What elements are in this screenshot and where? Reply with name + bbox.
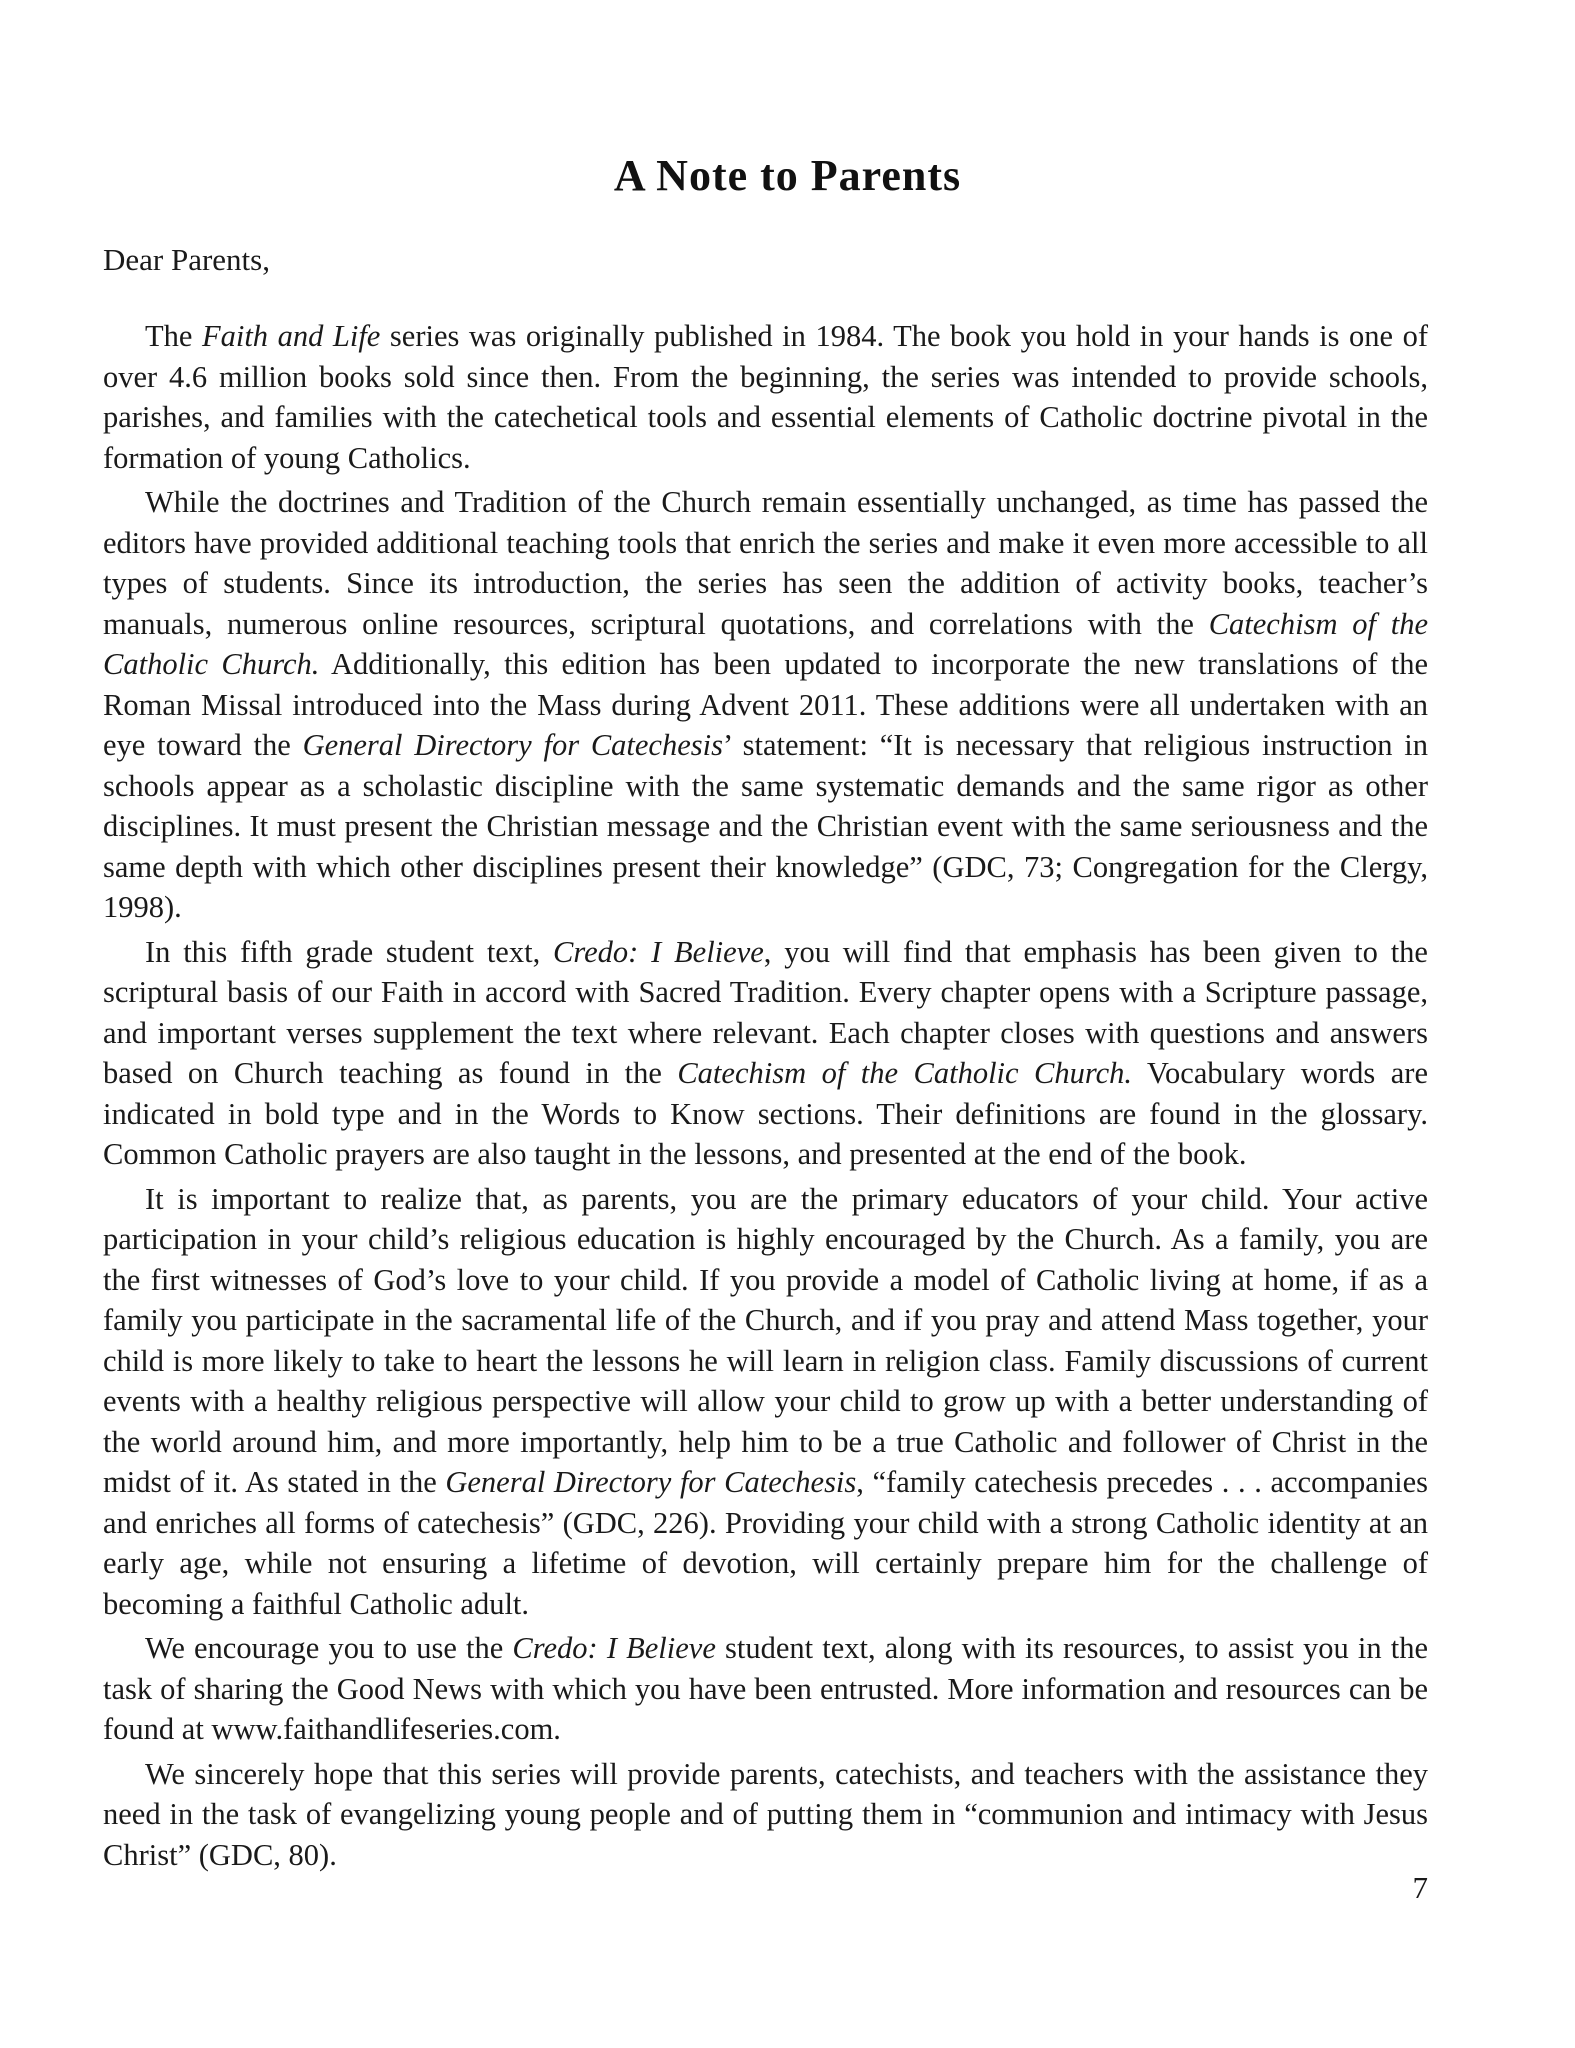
text-run: , you will find that emphasis has been given to the scriptural basis of our Faith in accord with Sacred Tradition. Every chapter opens with a Scripture passage, and important verses supplement the text where relevant. Each chapter closes with questions and answers based on Church teaching as found in the bbox=[103, 934, 1428, 1090]
text-run: We encourage you to use the bbox=[145, 1631, 513, 1665]
italic-catechism-title: Catechism of the Catholic Church. bbox=[103, 606, 1428, 681]
text-run: Vocabulary words are indicated in bold type and in the Words to Know sections. Their definitions are found in the glossary. Common Catholic prayers are also taught in the lessons, and presented at the end of the book. bbox=[103, 1056, 1428, 1171]
text-run: student text, along with its resources, to assist you in the task of sharing the Good News with which you have been entrusted. More information and resources can be found at www.faithandlifeseries.com. bbox=[103, 1631, 1428, 1746]
paragraph-3 bbox=[103, 932, 1428, 1175]
italic-directory-title: General Directory for Catechesis bbox=[302, 728, 723, 762]
paragraph-6 bbox=[103, 1754, 1428, 1876]
text-run: series was originally published in 1984. The book you hold in your hands is one of over 4.6 million books sold since then. From the beginning, the series was intended to provide schools, parishes, and families with the catechetical tools and essential elements of Catholic doctrine pivotal in the formation of young Catholics. bbox=[103, 319, 1428, 475]
paragraph-5 bbox=[103, 1628, 1428, 1750]
italic-catechism-title: Catechism of the Catholic Church. bbox=[677, 1056, 1133, 1090]
text-run: ’ statement: “It is necessary that religious instruction in schools appear as a scholastic discipline with the same systematic demands and the same rigor as other disciplines. It must present the Christian message and the Christian event with the same seriousness and the same depth with which other disciplines present their knowledge” (GDC, 73; Congregation for the Clergy, 1998). bbox=[103, 728, 1429, 924]
italic-directory-title: General Directory for Catechesis bbox=[445, 1465, 857, 1499]
text-run: The bbox=[145, 319, 202, 353]
text-run: In this fifth grade student text, bbox=[145, 934, 553, 969]
text-run: , “family catechesis precedes . . . accompanies and enriches all forms of catechesis” (GDC, 226). Providing your child with a strong Catholic identity at an early age, while not ensuring a lifetime of devotion, will certainly prepare him for the challenge of becoming a faithful Catholic adult. bbox=[103, 1465, 1428, 1621]
paragraph-2 bbox=[103, 482, 1428, 928]
page-number: 7 bbox=[1412, 1870, 1428, 1905]
text-run: Additionally, this edition has been updated to incorporate the new translations of the Roman Missal introduced into the Mass during Advent 2011. These additions were all undertaken with an eye toward the bbox=[103, 647, 1429, 762]
text-run: We sincerely hope that this series will provide parents, catechists, and teachers with the assistance they need in the task of evangelizing young people and of putting them in “communion and intimacy with Jesus Christ” (GDC, 80). bbox=[103, 1756, 1428, 1872]
paragraph-4 bbox=[103, 1179, 1428, 1625]
italic-credo-title: Credo: I Believe bbox=[553, 934, 764, 969]
paragraph-1 bbox=[103, 316, 1428, 478]
letter-body bbox=[103, 316, 1428, 1879]
page-title: A Note to Parents bbox=[613, 151, 962, 200]
text-run: It is important to realize that, as parents, you are the primary educators of your child. Your active participation in your child’s religious education is highly encouraged by the Church. As a family, you are the first witnesses of God’s love to your child. If you provide a model of Catholic living at home, if as a family you participate in the sacramental life of the Church, and if you pray and attend Mass together, your child is more likely to take to heart the lessons he will learn in religion class. Family discussions of current events with a healthy religious perspective will allow your child to grow up with a better understanding of the world around him, and more importantly, help him to be a true Catholic and follower of Christ in the midst of it. As stated in the bbox=[103, 1181, 1428, 1499]
italic-credo-title: Credo: I Believe bbox=[512, 1631, 716, 1665]
text-run: While the doctrines and Tradition of the Church remain essentially unchanged, as time has passed the editors have provided additional teaching tools that enrich the series and make it even more accessible to all types of students. Since its introduction, the series has seen the addition of activity books, teacher’s manuals, numerous online resources, scriptural quotations, and correlations with the bbox=[103, 485, 1428, 641]
italic-series-title: Faith and Life bbox=[201, 319, 381, 353]
salutation: Dear Parents, bbox=[103, 242, 270, 277]
